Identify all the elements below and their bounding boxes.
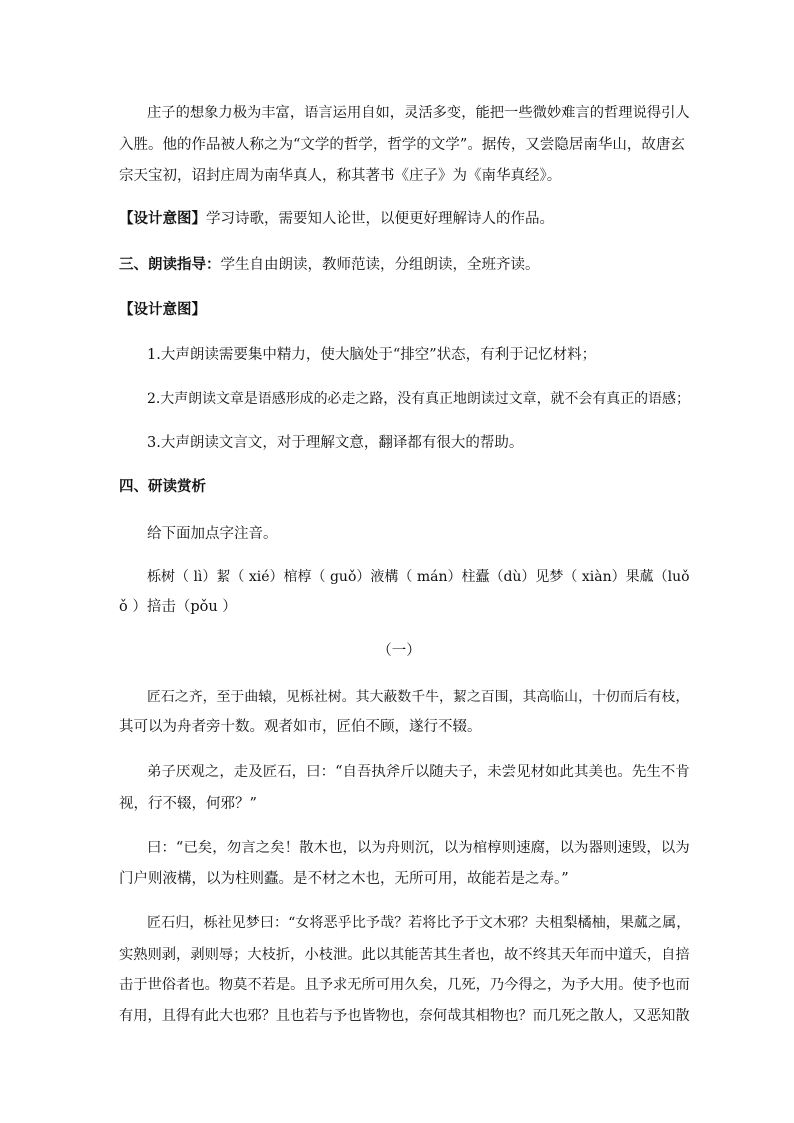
list-item-2: 2.大声朗读文章是语感形成的必走之路，没有真正地朗读过文章，就不会有真正的语感； — [147, 391, 690, 407]
para-2-line-2: 视，行不辍，何邪？” — [119, 796, 257, 812]
design-intent-2-label: 【设计意图】 — [119, 301, 206, 318]
section-number: （一） — [377, 643, 421, 659]
intro-line-2: 入胜。他的作品被人称之为“文学的哲学，哲学的文学”。据传，又尝隐居南华山，故唐玄 — [119, 137, 685, 153]
para-1-line-2: 其可以为舟者旁十数。观者如市，匠伯不顾，遂行不辍。 — [119, 719, 482, 735]
section-3-label: 三、朗读指导： — [119, 256, 221, 273]
design-intent-text: 学习诗歌，需要知人论世，以便更好理解诗人的作品。 — [206, 211, 554, 227]
pinyin-line-2: ǒ ）掊击（pǒu ） — [119, 599, 237, 615]
design-intent-label: 【设计意图】 — [119, 210, 206, 227]
para-2-line-1: 弟子厌观之，走及匠石，曰：“自吾执斧斤以随夫子，未尝见材如此其美也。先生不肯 — [147, 764, 690, 780]
pinyin-line-1: 栎树（ lì）絜（ xié）棺椁（ guǒ）液構（ mán）柱蠹（dù）见梦（ xiàn）果蓏（luǒ — [147, 569, 690, 585]
para-4-line-1: 匠石归，栎社见梦曰：“女将恶乎比予哉？若将比予于文木邪？夫柤梨橘柚，果蓏之属， — [147, 915, 691, 931]
para-4-line-2: 实熟则剥，剥则辱；大枝折，小枝泄。此以其能苦其生者也，故不终其天年而中道夭，自掊 — [119, 947, 690, 963]
para-4-line-3: 击于世俗者也。物莫不若是。且予求无所可用久矣，几死，乃今得之，为予大用。使予也而 — [119, 977, 690, 993]
task-instruction: 给下面加点字注音。 — [147, 526, 278, 542]
para-3-line-1: 曰：“已矣，勿言之矣！散木也，以为舟则沉，以为棺椁则速腐，以为器则速毁，以为 — [147, 840, 690, 856]
list-item-3: 3.大声朗读文言文，对于理解文意，翻译都有很大的帮助。 — [147, 435, 524, 451]
list-item-1: 1.大声朗读需要集中精力，使大脑处于“排空”状态，有利于记忆材料； — [147, 347, 597, 363]
para-1-line-1: 匠石之齐，至于曲辕，见栎社树。其大蔽数千牛，絜之百围，其高临山，十仞而后有枝， — [147, 689, 690, 705]
intro-line-3: 宗天宝初，诏封庄周为南华真人，称其著书《庄子》为《南华真经》。 — [119, 168, 562, 184]
design-intent-1 — [119, 204, 679, 234]
para-3-line-2: 门户则液構，以为柱则蠹。是不材之木也，无所可用，故能若是之寿。” — [119, 871, 569, 887]
section-3-text: 学生自由朗读，教师范读，分组朗读，全班齐读。 — [220, 257, 540, 273]
para-4-line-4: 有用，且得有此大也邪？且也若与予也皆物也，奈何哉其相物也？而几死之散人，又恶知散 — [119, 1008, 690, 1024]
section-4-heading: 四、研读赏析 — [119, 478, 206, 495]
intro-line-1: 庄子的想象力极为丰富，语言运用自如，灵活多变，能把一些微妙难言的哲理说得引人 — [147, 105, 690, 121]
section-3-heading — [119, 250, 679, 280]
